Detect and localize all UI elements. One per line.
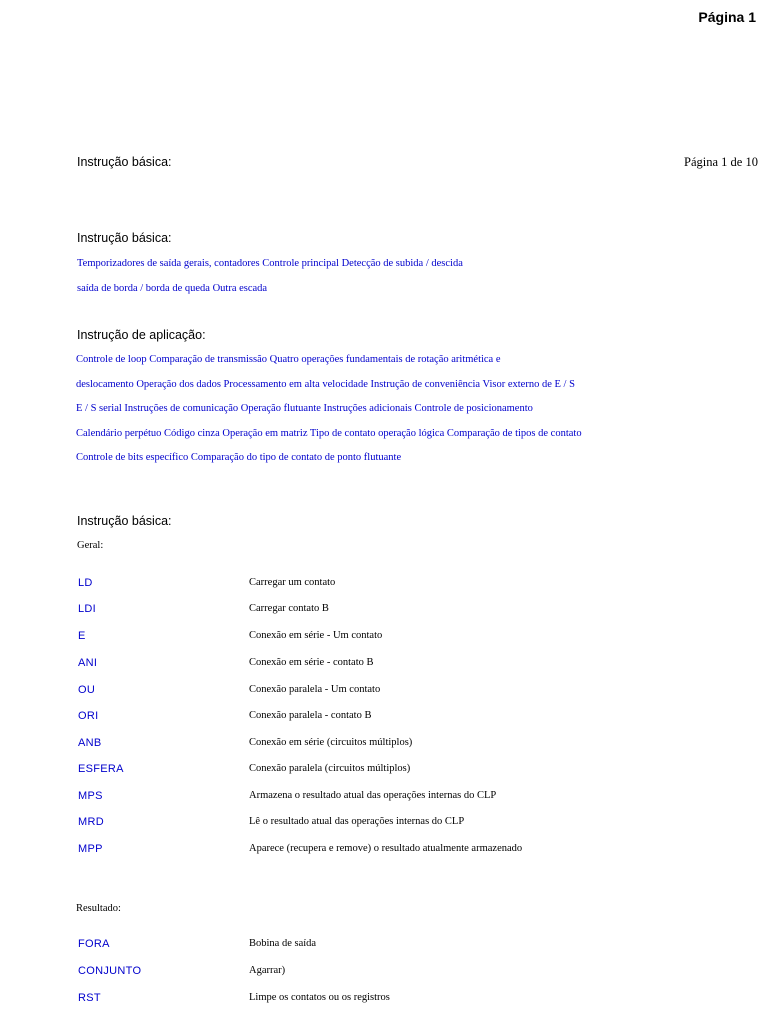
application-link-line-2[interactable]: deslocamento Operação dos dados Processamento em alta velocidade Instrução de conveniência Visor externo de E / S bbox=[76, 379, 575, 390]
header-title: Instrução básica: bbox=[77, 155, 172, 169]
instruction-description: Conexão paralela - contato B bbox=[249, 710, 372, 721]
instruction-code[interactable]: LD bbox=[78, 577, 93, 589]
application-heading: Instrução de aplicação: bbox=[77, 328, 206, 342]
table-subheading-result: Resultado: bbox=[76, 903, 121, 914]
instruction-code[interactable]: FORA bbox=[78, 938, 110, 950]
instruction-description: Carregar contato B bbox=[249, 603, 329, 614]
instruction-description: Lê o resultado atual das operações internas do CLP bbox=[249, 816, 465, 827]
application-link-line-4[interactable]: Calendário perpétuo Código cinza Operação em matriz Tipo de contato operação lógica Comparação de tipos de contato bbox=[76, 428, 582, 439]
instruction-code[interactable]: CONJUNTO bbox=[78, 965, 142, 977]
basic-link-line-2[interactable]: saída de borda / borda de queda Outra escada bbox=[77, 283, 268, 294]
instruction-code[interactable]: ORI bbox=[78, 710, 99, 722]
instruction-code[interactable]: ESFERA bbox=[78, 763, 124, 775]
instruction-description: Agarrar) bbox=[249, 965, 286, 976]
application-link-line-1[interactable]: Controle de loop Comparação de transmissão Quatro operações fundamentais de rotação aritmética e bbox=[76, 354, 501, 365]
page-info: Página 1 de 10 bbox=[684, 155, 758, 169]
instruction-description: Armazena o resultado atual das operações internas do CLP bbox=[249, 790, 497, 801]
basic-link-line-1[interactable]: Temporizadores de saída gerais, contadores Controle principal Detecção de subida / descida bbox=[77, 258, 463, 269]
table-heading: Instrução básica: bbox=[77, 514, 172, 528]
instruction-code[interactable]: MPP bbox=[78, 843, 103, 855]
instruction-description: Conexão em série (circuitos múltiplos) bbox=[249, 737, 413, 748]
instruction-code[interactable]: LDI bbox=[78, 603, 97, 615]
instruction-description: Conexão em série - Um contato bbox=[249, 630, 383, 641]
page-label: Página 1 bbox=[698, 9, 756, 25]
table-subheading-general: Geral: bbox=[77, 540, 104, 551]
instruction-description: Aparece (recupera e remove) o resultado atualmente armazenado bbox=[249, 843, 523, 854]
application-link-line-3[interactable]: E / S serial Instruções de comunicação Operação flutuante Instruções adicionais Controle de posicionamento bbox=[76, 403, 533, 414]
application-link-line-5[interactable]: Controle de bits específico Comparação do tipo de contato de ponto flutuante bbox=[76, 452, 402, 463]
instruction-description: Limpe os contatos ou os registros bbox=[249, 992, 390, 1003]
instruction-code[interactable]: ANB bbox=[78, 737, 102, 749]
instruction-code[interactable]: OU bbox=[78, 684, 96, 696]
instruction-description: Bobina de saída bbox=[249, 938, 317, 949]
instruction-code[interactable]: ANI bbox=[78, 657, 98, 669]
instruction-description: Conexão paralela - Um contato bbox=[249, 684, 381, 695]
instruction-description: Conexão paralela (circuitos múltiplos) bbox=[249, 763, 411, 774]
instruction-code[interactable]: E bbox=[78, 630, 86, 642]
instruction-code[interactable]: MRD bbox=[78, 816, 104, 828]
basic-heading: Instrução básica: bbox=[77, 231, 172, 245]
instruction-description: Conexão em série - contato B bbox=[249, 657, 374, 668]
instruction-code[interactable]: MPS bbox=[78, 790, 103, 802]
instruction-description: Carregar um contato bbox=[249, 577, 336, 588]
instruction-code[interactable]: RST bbox=[78, 992, 101, 1004]
